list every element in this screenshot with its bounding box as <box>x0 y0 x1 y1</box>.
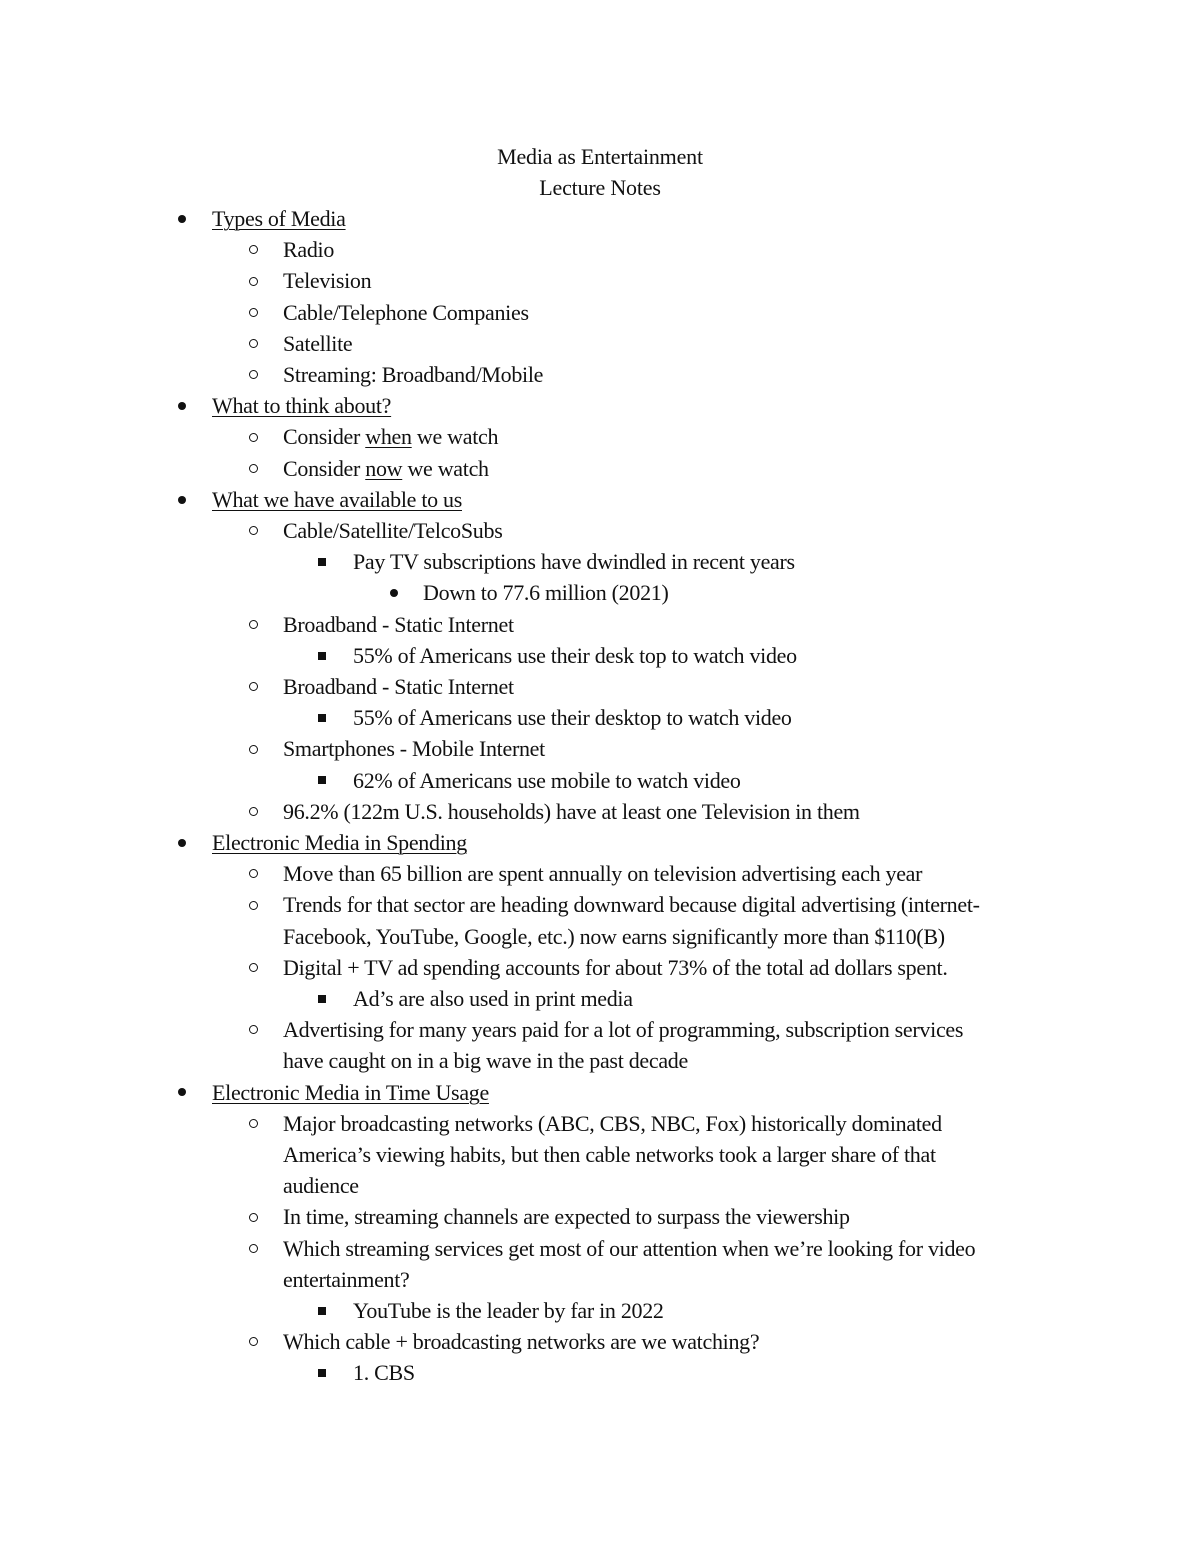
square-bullet-icon <box>318 1357 326 1388</box>
circle-bullet-icon <box>249 796 258 827</box>
list-item: Which streaming services get most of our attention when we’re looking for video <box>283 1235 976 1261</box>
list-item: Streaming: Broadband/Mobile <box>283 362 544 387</box>
list-item: 55% of Americans use their desk top to watch video <box>353 642 797 668</box>
list-item: 62% of Americans use mobile to watch video <box>353 767 741 793</box>
circle-bullet-icon <box>249 1108 258 1139</box>
list-item: Move than 65 billion are spent annually on television advertising each year <box>283 861 923 887</box>
list-item: Broadband - Static Internet <box>283 611 514 637</box>
circle-bullet-icon <box>249 328 258 359</box>
list-item-continuation: America’s viewing habits, but then cable networks took a larger share of that <box>283 1142 936 1167</box>
disc-bullet-icon <box>178 390 186 421</box>
circle-bullet-icon <box>249 1233 258 1264</box>
disc-bullet-icon <box>178 827 186 858</box>
square-bullet-icon <box>318 702 326 733</box>
circle-bullet-icon <box>249 421 258 452</box>
list-item: Digital + TV ad spending accounts for about 73% of the total ad dollars spent. <box>283 954 948 980</box>
list-text: Consider <box>283 455 366 481</box>
circle-bullet-icon <box>249 234 258 265</box>
circle-bullet-icon <box>249 297 258 328</box>
section-heading: Types of Media <box>212 206 346 231</box>
list-item: 96.2% (122m U.S. households) have at least one Television in them <box>283 798 860 824</box>
square-bullet-icon <box>318 765 326 796</box>
list-item: Advertising for many years paid for a lot of programming, subscription services <box>283 1017 964 1043</box>
list-item <box>283 421 498 452</box>
list-text: we watch <box>411 424 499 450</box>
circle-bullet-icon <box>249 265 258 296</box>
list-item: Smartphones - Mobile Internet <box>283 736 545 762</box>
circle-bullet-icon <box>249 359 258 390</box>
circle-bullet-icon <box>249 609 258 640</box>
circle-bullet-icon <box>249 671 258 702</box>
emphasis-word: when <box>365 424 412 450</box>
list-item: Down to 77.6 million (2021) <box>423 580 669 606</box>
list-text: we watch <box>402 455 489 481</box>
list-item: Pay TV subscriptions have dwindled in recent years <box>353 549 795 575</box>
disc-bullet-icon <box>178 484 186 515</box>
list-item: Television <box>283 268 372 294</box>
list-item: Broadband - Static Internet <box>283 674 514 699</box>
section-heading: What we have available to us <box>212 486 462 512</box>
list-item-continuation: entertainment? <box>283 1266 410 1292</box>
circle-bullet-icon <box>249 858 258 889</box>
list-item: Major broadcasting networks (ABC, CBS, NBC, Fox) historically dominated <box>283 1110 942 1136</box>
list-item: Satellite <box>283 330 353 356</box>
circle-bullet-icon <box>249 733 258 764</box>
list-item: YouTube is the leader by far in 2022 <box>353 1298 664 1323</box>
square-bullet-icon <box>318 1295 326 1326</box>
circle-bullet-icon <box>249 1014 258 1045</box>
list-item <box>283 453 489 484</box>
circle-bullet-icon <box>249 1326 258 1357</box>
list-item: Cable/Telephone Companies <box>283 299 529 325</box>
list-item: In time, streaming channels are expected to surpass the viewership <box>283 1204 850 1230</box>
list-text: Consider <box>283 424 366 450</box>
disc-bullet-icon <box>178 203 186 234</box>
circle-bullet-icon <box>249 453 258 484</box>
list-item: 1. CBS <box>353 1360 415 1386</box>
circle-bullet-icon <box>249 889 258 920</box>
list-item: Which cable + broadcasting networks are we watching? <box>283 1329 760 1355</box>
list-item: Ad’s are also used in print media <box>353 986 633 1011</box>
square-bullet-icon <box>318 640 326 671</box>
list-item: Radio <box>283 237 335 263</box>
document-title: Media as Entertainment <box>497 144 703 169</box>
list-item: Cable/Satellite/TelcoSubs <box>283 518 503 543</box>
list-item-continuation: Facebook, YouTube, Google, etc.) now earns significantly more than $110(B) <box>283 923 945 949</box>
disc-bullet-icon <box>178 1077 186 1108</box>
square-bullet-icon <box>318 546 326 577</box>
circle-bullet-icon <box>249 1201 258 1232</box>
list-item: Trends for that sector are heading downward because digital advertising (internet- <box>283 892 980 918</box>
list-item: 55% of Americans use their desktop to watch video <box>353 705 792 731</box>
section-heading: Electronic Media in Spending <box>212 830 467 855</box>
list-item-continuation: have caught on in a big wave in the past decade <box>283 1048 688 1074</box>
square-bullet-icon <box>318 983 326 1014</box>
disc-bullet-icon <box>390 577 398 608</box>
list-item-continuation: audience <box>283 1173 359 1199</box>
section-heading: What to think about? <box>212 393 392 419</box>
circle-bullet-icon <box>249 515 258 546</box>
circle-bullet-icon <box>249 952 258 983</box>
emphasis-word: now <box>365 455 403 481</box>
section-heading: Electronic Media in Time Usage <box>212 1079 489 1105</box>
document-subtitle: Lecture Notes <box>539 175 661 200</box>
